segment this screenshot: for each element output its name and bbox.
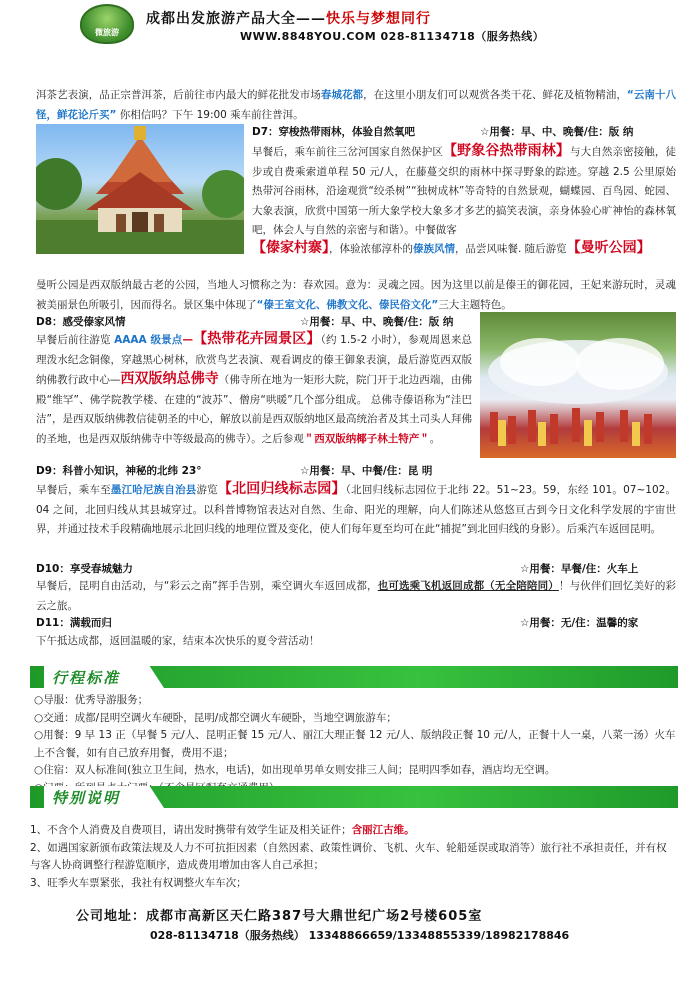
- tropic-of-cancer-park: 【北回归线标志园】: [217, 481, 346, 497]
- standards-banner-label: 行程标准: [52, 669, 121, 687]
- flight-option: 也可选乘飞机返回成都（无全陪陪同）: [377, 580, 559, 592]
- list-item: ○用餐：9 早 13 正（早餐 5 元/人、昆明正餐 15 元/人、丽江大理正餐 12 元/人、版纳段正餐 10 元/人，正餐十人一桌，八菜一汤）火车上不含餐，如有自己放弃用餐，费用不退；: [34, 729, 676, 759]
- day11-meals: ☆用餐：无/住：温馨的家: [520, 617, 639, 629]
- water-festival-photo: [480, 312, 676, 458]
- coconut-market: ＂西双版纳椰子林土特产＂: [303, 432, 430, 445]
- page-title: [146, 8, 431, 28]
- intro-paragraph: 洱茶艺表演，品正宗普洱茶，后前往市内最大的鲜花批发市场春城花都，在这里小朋友们可以观赏各类干花、鲜花及植物精油，“云南十八怪，鲜花论斤买” 你相信吗？下午 19:00 乘车前往普洱。: [36, 89, 677, 121]
- dai-customs: 傣族风情: [413, 243, 455, 255]
- day7-text: 早餐后，乘车前往三岔河国家自然保护区【野象谷热带雨林】与大自然亲密接触，徒步或自费乘索道单程 50 元/人，在藤蔓交织的雨林中探寻野象的踪迹。穿越 2.5 公里原始热带河谷雨林，沿途观赏“绞杀树”“独树成林”等奇特的自然景观，蝴蝶园、百鸟园、蛇园、大象表演，欣赏中国第一所大象学校大象多才多艺的搞笑表演，亲身体验心旷神怡的森林氧吧，体会人与自然的亲密与和谐）。中餐做客: [252, 143, 676, 236]
- slogan: 快乐与梦想同行: [326, 11, 431, 27]
- culture-themes: “傣王室文化、佛教文化、傣民俗文化”: [256, 298, 439, 311]
- day7-text-cont: 【傣家村寨】，体验浓郁淳朴的傣族风情，品尝风味餐. 随后游览【曼听公园】: [252, 240, 651, 256]
- mojiang-county: 墨江哈尼族自治县: [110, 484, 197, 496]
- list-item: 1、不含个人消费及自费项目，请出发时携带有效学生证及相关证件；含丽江古维。: [30, 824, 415, 836]
- day10-text: 早餐后，昆明自由活动，与“彩云之南”挥手告别，乘空调火车返回成都，也可选乘飞机返回成都（无全陪陪同）！与伙伴们回忆美好的彩云之旅。: [36, 580, 677, 612]
- list-item: ○交通：成都/昆明空调火车硬卧，昆明/成都空调火车硬卧，当地空调旅游车；: [34, 711, 397, 724]
- day9-meals: ☆用餐：早、中餐/住：昆 明: [300, 465, 433, 477]
- standards-list: [34, 692, 676, 797]
- contact-line: WWW.8848YOU.COM 028-81134718（服务热线）: [240, 30, 545, 43]
- standards-banner: [30, 666, 678, 688]
- day11-text: 下午抵达成都，返回温暖的家，结束本次快乐的夏令营活动！: [36, 635, 320, 647]
- day11-title: D11：满载而归: [36, 617, 112, 629]
- day10-title: D10：享受春城魅力: [36, 563, 133, 575]
- company-address: 公司地址：成都市高新区天仁路387号大鼎世纪广场2号楼605室: [76, 909, 483, 924]
- notes-banner: [30, 786, 678, 808]
- day8-text: 早餐后前往游览 AAAA 级景点—【热带花卉园景区】（约 1.5-2 小时），参观周恩来总理泼水纪念铜像，穿越黑心树林，欣赏鸟艺表演、观看调皮的傣王御象表演，最后游览西双版纳佛教行政中心—西双版纳总佛寺（佛寺所在地为一矩形大院，院门开于北边西端，由佛殿“维罕”、佛学院教学楼、在建的“波苏”、僧房“哄暖”几个部分组成。 总佛寺傣语称为“洼巴洁”，是西双版纳佛教信徒朝圣的中心，解放以前是西双版纳地区最高统治者及其土司头人拜佛的圣地，也是西双版纳佛寺中等级最高的佛寺）。之后参观＂西双版纳椰子林土特产＂。: [36, 331, 473, 445]
- aaaa-rating: AAAA 级景点: [114, 334, 183, 346]
- day9-title: D9：科普小知识，神秘的北纬 23°: [36, 465, 202, 477]
- day10-meals: ☆用餐：早餐/住：火车上: [520, 563, 639, 575]
- day7-text-end: 曼听公园是西双版纳最古老的公园，当地人习惯称之为：春欢园。意为：灵魂之园。因为这里以前是傣王的御花园，王妃来游玩时，灵魂被美丽景色所吸引，因而得名。景区集中体现了“傣王室文化、佛教文化、傣民俗文化”三大主题特色。: [36, 279, 676, 311]
- general-buddhist-temple: 西双版纳总佛寺: [120, 371, 219, 387]
- list-item: ○导服：优秀导游服务；: [34, 694, 149, 706]
- notes-list: [30, 822, 676, 892]
- temple-photo: [36, 124, 244, 254]
- day7-title: D7：穿梭热带雨林，体验自然氧吧: [252, 126, 416, 138]
- title-text: 成都出发旅游产品大全——: [146, 11, 326, 27]
- company-phones: 028-81134718（服务热线） 13348866659/13348855339/18982178846: [150, 929, 570, 942]
- lijiang-fee: 含丽江古维。: [351, 824, 415, 836]
- list-item: ○住宿：双人标准间(独立卫生间，热水，电话)，如出现单男单女则安排三人间；昆明四季如春，酒店均无空调。: [34, 764, 556, 776]
- day8-meals: ☆用餐：早、中、晚餐/住：版 纳: [300, 316, 454, 328]
- market-name: 春城花都: [320, 89, 364, 101]
- manting-park: 【曼听公园】: [566, 240, 651, 256]
- notes-banner-label: 特别说明: [52, 789, 121, 807]
- day9-text: 早餐后，乘车至墨江哈尼族自治县游览【北回归线标志园】（北回归线标志园位于北纬 22。51~23。59，东经 101。07~102。04 之间，北回归线从其县城穿过。以科普博物馆表达对自然、生命、阳光的理解，向人们陈述从悠悠亘古到今日文化科学发展的宇宙世界，并通过技术手段精确地展示北回归线的地理位置及变化，使人们每年夏至均可在此“捕捉”到北回归线的身影）。后乘汽车返回昆明。: [36, 481, 677, 535]
- quote: “云南十八怪，鲜花论斤买”: [36, 89, 677, 121]
- tropical-flower-garden: 【热带花卉园景区】: [192, 331, 321, 347]
- dai-village: 【傣家村寨】: [252, 240, 329, 256]
- list-item: 3、旺季火车票紧张，我社有权调整火车车次；: [30, 876, 247, 889]
- day8-title: D8：感受傣家风情: [36, 316, 126, 328]
- company-logo: 微旅游: [80, 4, 134, 44]
- day7-meals: ☆用餐：早、中、晚餐/住：版 纳: [480, 126, 634, 138]
- wild-elephant-valley: 【野象谷热带雨林】: [443, 143, 570, 159]
- list-item: 2、如遇国家新颁布政策法规及人力不可抗拒因素（自然因素、政策性调价、飞机、火车、轮船延误或取消等）旅行社不承担责任，并有权与客人协商调整行程游览顺序，造成费用增加由客人自己承担；: [30, 841, 667, 871]
